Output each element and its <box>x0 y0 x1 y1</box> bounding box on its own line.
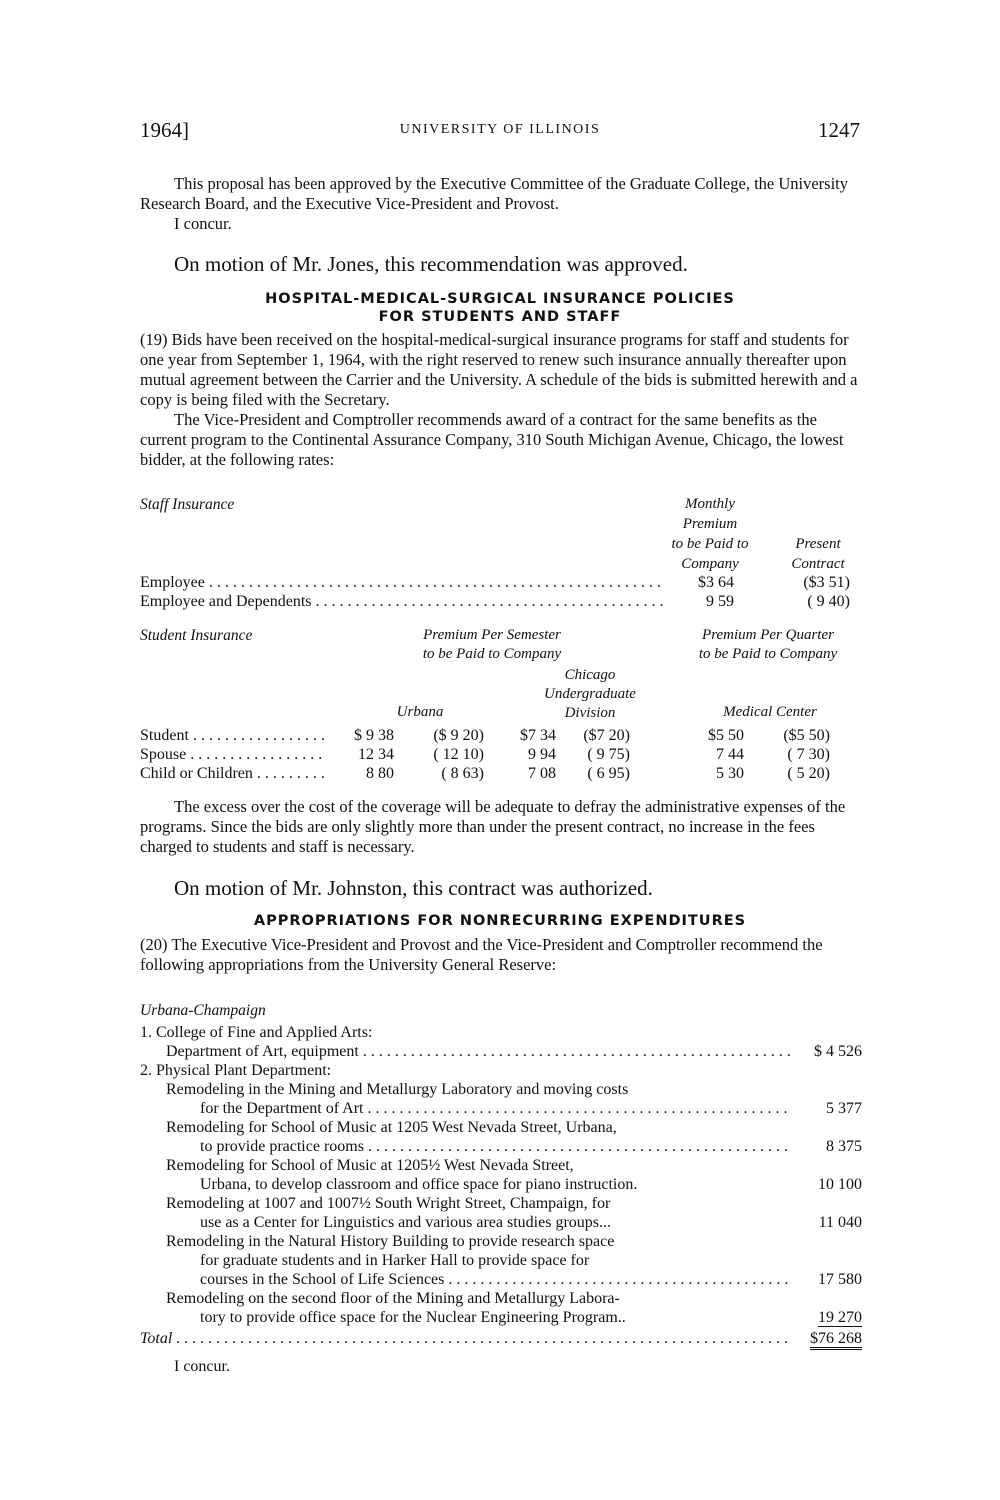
student-row-urbana: $ 9 38 <box>354 727 394 744</box>
plant-item-line: Remodeling on the second floor of the Mining and Metallurgy Labora- <box>166 1290 620 1307</box>
student-row-label: Child or Children . . . <box>140 765 326 783</box>
section-heading-line-2: FOR STUDENTS AND STAFF <box>378 309 622 325</box>
insurance-after-paragraph <box>140 797 860 857</box>
plant-item-amount <box>796 1309 862 1327</box>
final-concur: I concur. <box>174 1358 230 1375</box>
header-title: UNIVERSITY OF ILLINOIS <box>399 122 601 137</box>
plant-item-line: for graduate students and in Harker Hall to provide space for <box>200 1252 590 1269</box>
chicago-header-line: Chicago <box>564 667 616 683</box>
staff-table-title: Staff Insurance <box>140 496 235 513</box>
medical-center-header: Medical Center <box>723 704 817 720</box>
staff-row-premium: 9 59 <box>706 593 734 610</box>
item1-line: Department of Art, equipment . . . <box>166 1043 790 1061</box>
staff-premium-header-line: Premium <box>682 516 738 532</box>
student-row-medical-prev: ( 5 20) <box>787 765 830 782</box>
plant-item-line: Remodeling at 1007 and 1007½ South Wright Street, Champaign, for <box>166 1195 611 1212</box>
staff-premium-header-line: to be Paid to <box>671 536 749 552</box>
insurance-paragraph-1: (19) Bids have been received on the hospital-medical-surgical insurance programs for staff and students for one year from September 1, 1964, with the right reserved to renew such insurance annually thereafter upon mutual agreement between the Carrier and the University. A schedule of the bids is submitted herewith and a copy is being filed with the Secretary. <box>140 330 858 409</box>
staff-present-header-line: Present <box>795 536 841 552</box>
staff-row-premium: $3 64 <box>698 574 734 591</box>
plant-item-amount-underlined: 19 270 <box>818 1309 862 1326</box>
student-row-urbana-prev: ($ 9 20) <box>433 727 484 744</box>
student-row-medical: 7 44 <box>716 746 744 763</box>
item1-amount: $ 4 526 <box>814 1043 862 1060</box>
staff-premium-header <box>650 494 770 574</box>
student-row-urbana: 12 34 <box>358 746 394 763</box>
student-row-medical: $5 50 <box>708 727 744 744</box>
header-year: 1964] <box>140 118 189 142</box>
campus-label: Urbana-Champaign <box>140 1002 266 1019</box>
chicago-header-line: Undergraduate <box>544 686 636 702</box>
intro-text: This proposal has been approved by the Executive Committee of the Graduate College, the University Research Board, and the Executive Vice-President and Provost. <box>140 174 849 213</box>
motion-2: On motion of Mr. Johnston, this contract was authorized. <box>174 876 653 900</box>
intro-paragraph <box>140 174 860 234</box>
staff-present-header <box>776 534 860 574</box>
staff-row-present: ($3 51) <box>803 574 850 591</box>
plant-item-amount: 10 100 <box>818 1176 862 1193</box>
student-row-chicago: 9 94 <box>528 746 556 763</box>
student-semester-header-line: Premium Per Semester <box>423 627 561 643</box>
student-semester-header-line: to be Paid to Company <box>422 646 562 662</box>
plant-item-line: courses in the School of Life Sciences . . . <box>200 1271 790 1289</box>
student-quarter-header <box>664 626 872 664</box>
plant-item-line: use as a Center for Linguistics and various area studies groups... <box>200 1214 612 1231</box>
plant-item-amount: 8 375 <box>826 1138 862 1155</box>
plant-item-line: for the Department of Art . . . <box>200 1100 790 1118</box>
student-row-chicago: 7 08 <box>528 765 556 782</box>
student-row-chicago-prev: ($7 20) <box>583 727 630 744</box>
student-row-label: Student . . . <box>140 727 326 745</box>
plant-item-line: Remodeling for School of Music at 1205½ West Nevada Street, <box>166 1157 574 1174</box>
section-heading-appropriations: APPROPRIATIONS FOR NONRECURRING EXPENDITURES <box>253 913 747 929</box>
insurance-paragraph <box>140 330 860 470</box>
intro-concur: I concur. <box>174 214 232 233</box>
student-row-medical-prev: ( 7 30) <box>787 746 830 763</box>
student-semester-header <box>372 626 612 664</box>
plant-item-line: tory to provide office space for the Nuclear Engineering Program.. <box>200 1309 626 1326</box>
plant-item-line: Remodeling in the Natural History Building to provide research space <box>166 1233 615 1250</box>
staff-premium-header-line: Company <box>681 556 739 572</box>
insurance-after-text: The excess over the cost of the coverage will be adequate to defray the administrative expenses of the programs. Since the bids are only slightly more than under the present contract, no increase in the fees charged to students and staff is necessary. <box>140 797 846 856</box>
plant-item-line: Remodeling in the Mining and Metallurgy Laboratory and moving costs <box>166 1081 629 1098</box>
section-heading-insurance <box>0 290 1000 326</box>
appropriations-paragraph <box>140 935 860 975</box>
total-amount-value: $76 268 <box>810 1330 862 1350</box>
student-quarter-header-line: Premium Per Quarter <box>702 627 834 643</box>
staff-row-label: Employee . . . <box>140 574 664 592</box>
appropriations-text: (20) The Executive Vice-President and Provost and the Vice-President and Comptroller recommend the following appropriations from the University General Reserve: <box>140 935 823 974</box>
motion-1: On motion of Mr. Jones, this recommendation was approved. <box>174 252 688 276</box>
plant-item-amount: 11 040 <box>818 1214 862 1231</box>
student-row-chicago-prev: ( 9 75) <box>587 746 630 763</box>
header-page-number: 1247 <box>818 118 860 142</box>
student-row-urbana-prev: ( 8 63) <box>441 765 484 782</box>
total-label: Total . . . <box>140 1330 790 1348</box>
item1-title: 1. College of Fine and Applied Arts: <box>140 1024 373 1041</box>
student-row-chicago-prev: ( 6 95) <box>587 765 630 782</box>
insurance-paragraph-2: The Vice-President and Comptroller recommends award of a contract for the same benefits as the current program to the Continental Assurance Company, 310 South Michigan Avenue, Chicago, the lowest bidder, at the following rates: <box>140 410 844 469</box>
staff-row-label: Employee and Dependents . . . <box>140 593 664 611</box>
student-row-urbana-prev: ( 12 10) <box>433 746 484 763</box>
item2-title: 2. Physical Plant Department: <box>140 1062 332 1079</box>
student-table-title: Student Insurance <box>140 627 253 644</box>
chicago-header-line: Division <box>564 705 616 721</box>
student-quarter-header-line: to be Paid to Company <box>698 646 838 662</box>
staff-present-header-line: Contract <box>791 556 845 572</box>
student-row-medical-prev: ($5 50) <box>783 727 830 744</box>
urbana-header: Urbana <box>396 704 444 720</box>
plant-item-line: Urbana, to develop classroom and office space for piano instruction. <box>200 1176 638 1193</box>
plant-item-line: Remodeling for School of Music at 1205 West Nevada Street, Urbana, <box>166 1119 617 1136</box>
plant-item-line: to provide practice rooms . . . <box>200 1138 790 1156</box>
student-row-label: Spouse . . . <box>140 746 326 764</box>
plant-item-amount: 17 580 <box>818 1271 862 1288</box>
student-row-medical: 5 30 <box>716 765 744 782</box>
student-row-chicago: $7 34 <box>520 727 556 744</box>
chicago-header <box>515 666 665 723</box>
section-heading-line-1: HOSPITAL-MEDICAL-SURGICAL INSURANCE POLICIES <box>265 291 735 307</box>
plant-item-amount: 5 377 <box>826 1100 862 1117</box>
staff-row-present: ( 9 40) <box>807 593 850 610</box>
total-amount <box>790 1330 862 1348</box>
staff-premium-header-line: Monthly <box>685 496 735 512</box>
student-row-urbana: 8 80 <box>366 765 394 782</box>
